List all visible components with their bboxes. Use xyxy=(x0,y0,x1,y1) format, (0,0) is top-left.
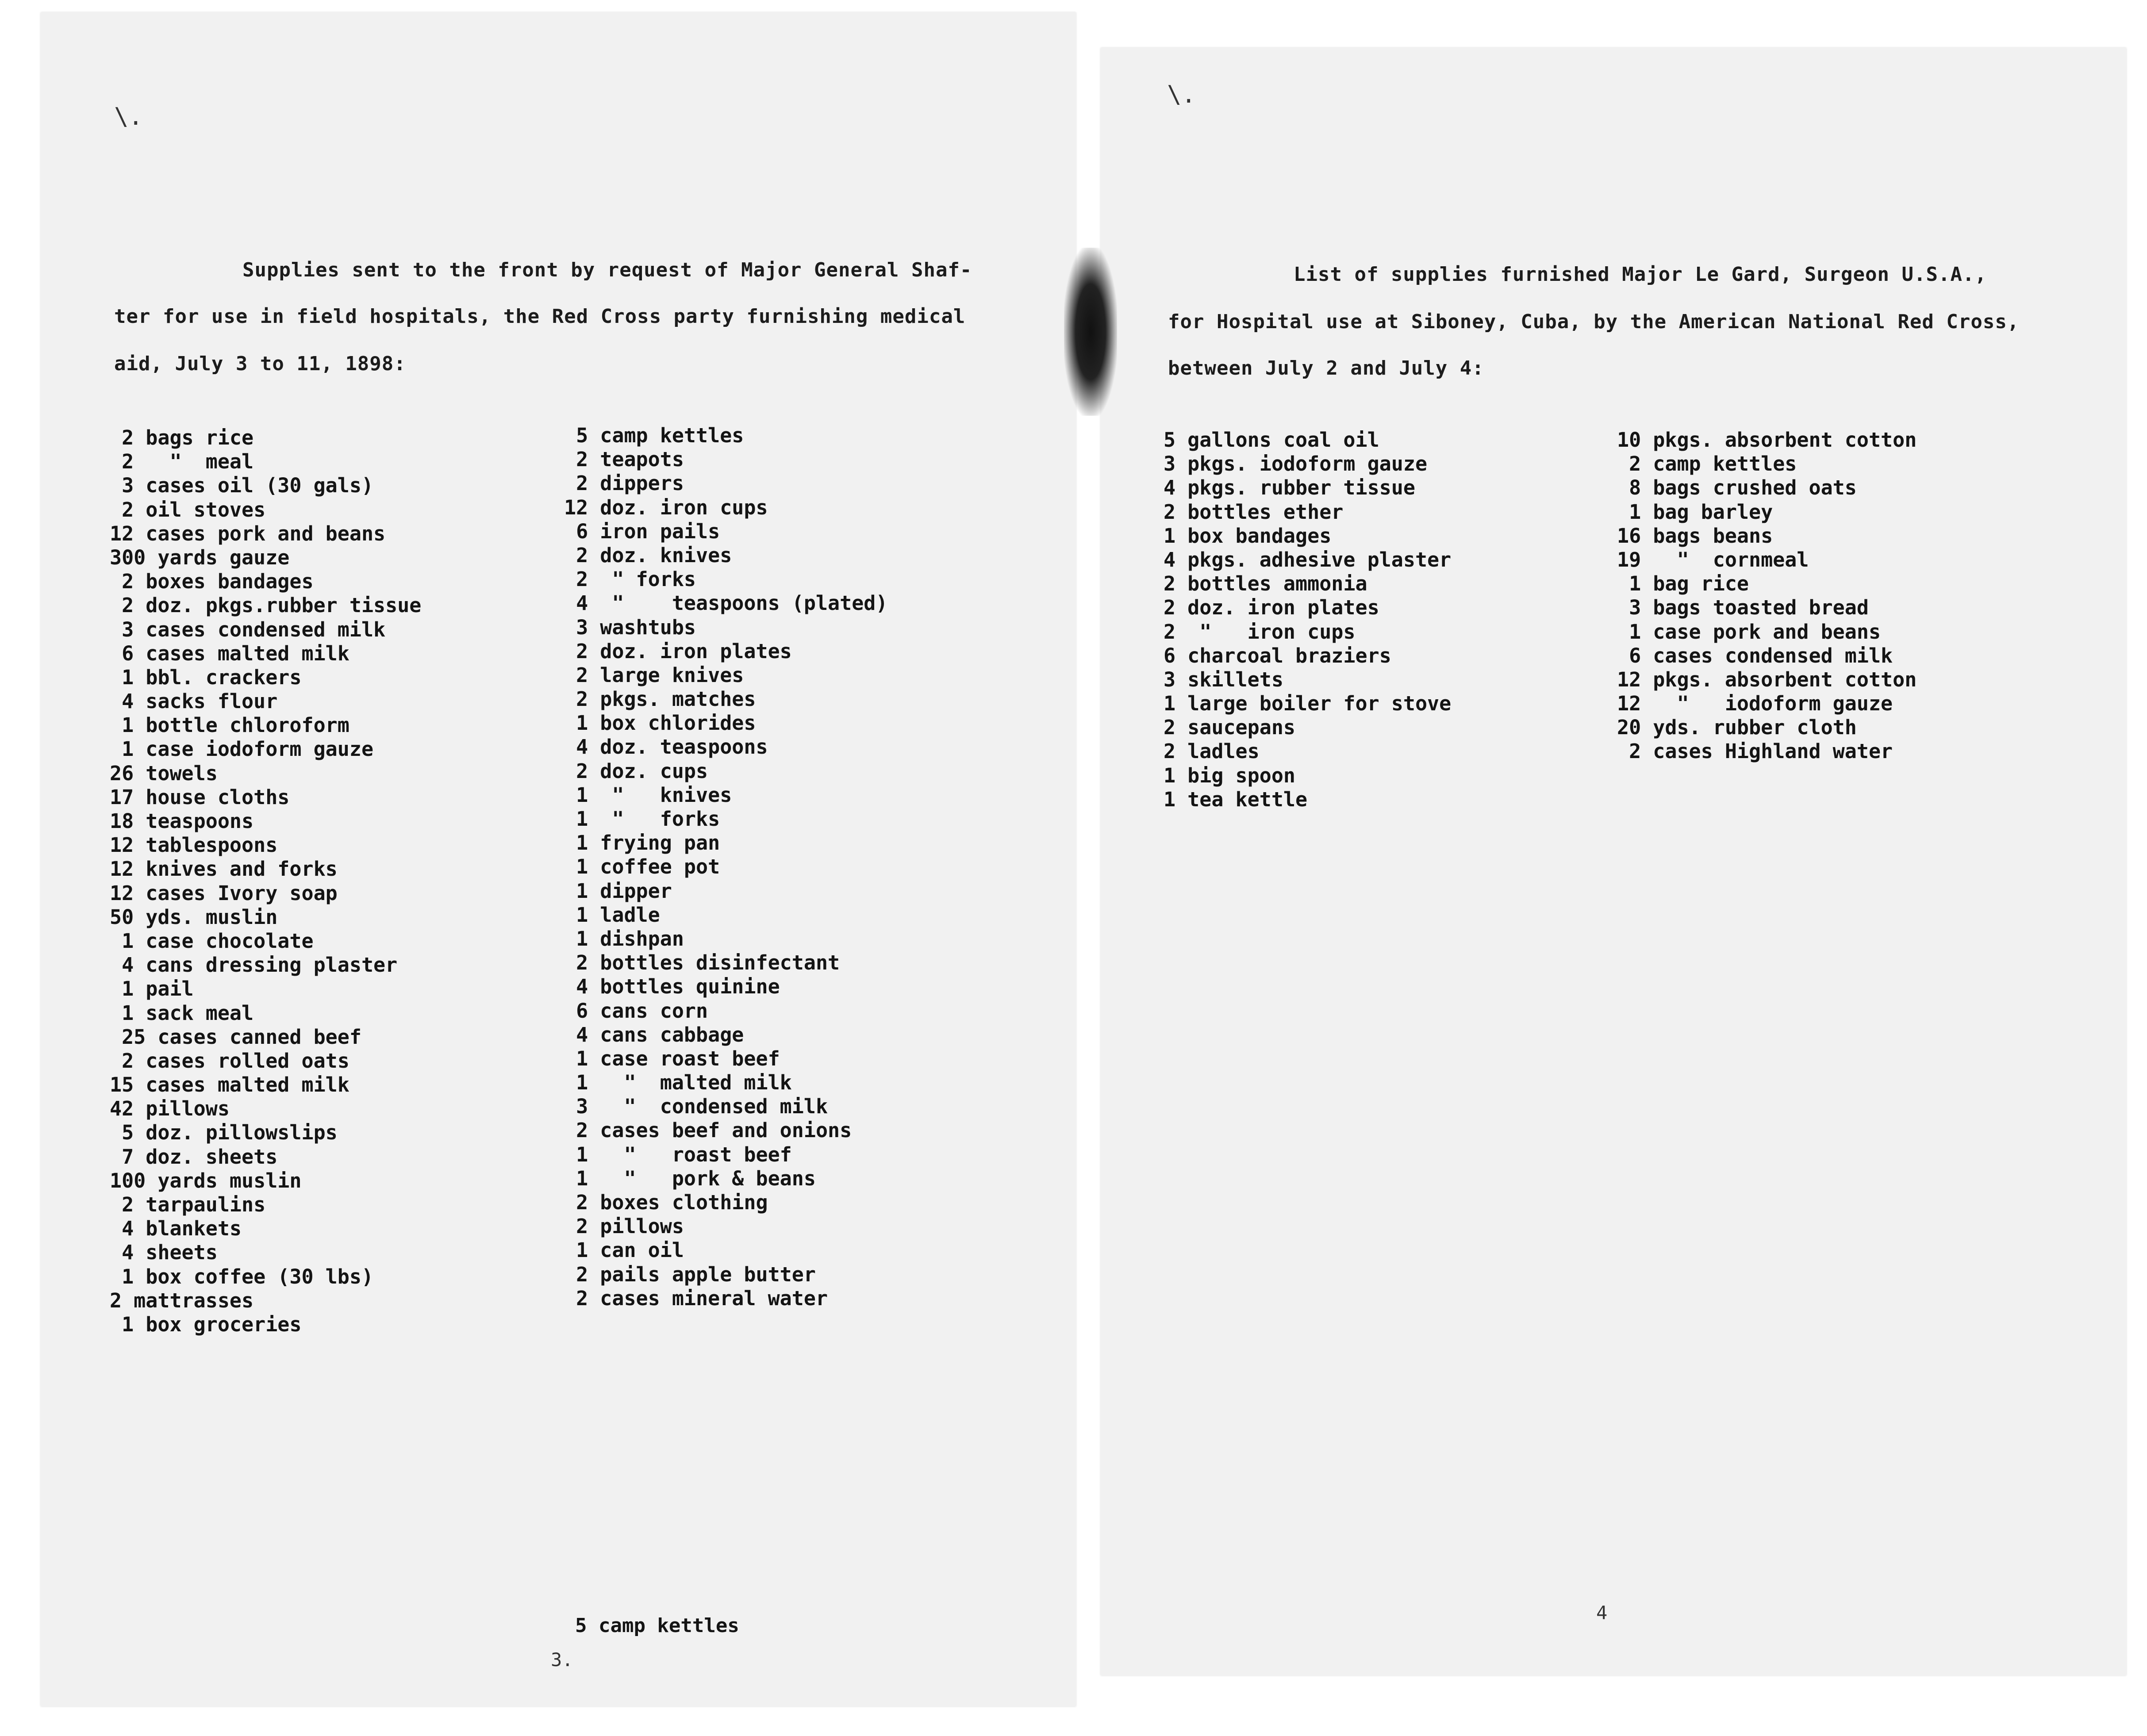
supply-list-item: 4 " teaspoons (plated) xyxy=(564,591,888,615)
supply-list-item: 3 cases oil (30 gals) xyxy=(110,474,374,498)
supply-list-item: 3 skillets xyxy=(1164,667,1283,691)
supply-list-item: 12 knives and forks xyxy=(110,857,338,881)
supply-list-item: 18 teaspoons xyxy=(110,809,254,833)
supply-list-item: 3 cases condensed milk xyxy=(110,617,386,641)
supply-list-item: 7 doz. sheets xyxy=(110,1145,278,1169)
supply-list-item: 1 " pork & beans xyxy=(564,1166,816,1190)
supply-list-item: 3 pkgs. iodoform gauze xyxy=(1164,452,1428,476)
supply-list-item: 1 " knives xyxy=(564,783,732,807)
supply-list-item: 1 box chlorides xyxy=(564,711,756,735)
supply-list-item: 1 bbl. crackers xyxy=(110,665,302,689)
supply-list-item: 4 pkgs. adhesive plaster xyxy=(1164,548,1452,571)
supply-list-item: 3 " condensed milk xyxy=(564,1095,828,1119)
left-page-number: 3. xyxy=(551,1649,573,1671)
supply-list-item: 17 house cloths xyxy=(110,785,290,809)
supply-list-item: 2 doz. cups xyxy=(564,759,708,783)
supply-list-item: 19 " cornmeal xyxy=(1617,548,1809,571)
supply-list-item: 2 large knives xyxy=(564,663,744,687)
supply-list-item: 1 " malted milk xyxy=(564,1071,792,1095)
left-supply-list-column-1 xyxy=(110,426,421,1337)
supply-list-item: 6 cases condensed milk xyxy=(1617,644,1893,667)
supply-list-item: 26 towels xyxy=(110,761,218,785)
supply-list-item: 2 tarpaulins xyxy=(110,1193,266,1216)
left-heading-line-2: ter for use in field hospitals, the Red Cross party furnishing medical xyxy=(114,305,966,328)
supply-list-item: 2 doz. iron plates xyxy=(564,639,792,663)
right-supply-list-column-1 xyxy=(1164,428,1451,812)
supply-list-item: 8 bags crushed oats xyxy=(1617,476,1857,500)
supply-list-item: 2 cases mineral water xyxy=(564,1286,828,1310)
supply-list-item: 6 iron pails xyxy=(564,519,720,543)
supply-list-item: 4 doz. teaspoons xyxy=(564,735,768,759)
supply-list-item: 5 camp kettles xyxy=(564,424,744,447)
supply-list-item: 4 sheets xyxy=(110,1241,218,1265)
supply-list-item: 2 saucepans xyxy=(1164,716,1296,740)
supply-list-item: 2 mattrasses xyxy=(110,1288,254,1312)
supply-list-item: 20 yds. rubber cloth xyxy=(1617,716,1857,740)
supply-list-item: 1 case iodoform gauze xyxy=(110,737,374,761)
supply-list-item: 2 pails apple butter xyxy=(564,1262,816,1286)
right-heading-line-2: for Hospital use at Siboney, Cuba, by the American National Red Cross, xyxy=(1168,310,2020,333)
page-fold-shadow xyxy=(1064,248,1117,416)
supply-list-item: 12 tablespoons xyxy=(110,833,278,857)
left-corner-mark: \. xyxy=(114,103,143,130)
supply-list-item: 1 box coffee (30 lbs) xyxy=(110,1265,374,1288)
supply-list-item: 12 " iodoform gauze xyxy=(1617,692,1893,716)
supply-list-item: 1 dipper xyxy=(564,879,672,903)
supply-list-item: 15 cases malted milk xyxy=(110,1073,350,1097)
supply-list-item: 4 bottles quinine xyxy=(564,975,780,999)
supply-list-item: 1 " roast beef xyxy=(564,1142,792,1166)
supply-list-item: 12 cases pork and beans xyxy=(110,521,386,545)
supply-list-item: 2 bottles ammonia xyxy=(1164,572,1367,596)
supply-list-item: 1 bag barley xyxy=(1617,500,1773,524)
supply-list-item: 2 " iron cups xyxy=(1164,620,1356,644)
supply-list-item: 1 tea kettle xyxy=(1164,787,1308,811)
supply-list-item: 1 box bandages xyxy=(1164,524,1332,548)
supply-list-item: 6 charcoal braziers xyxy=(1164,644,1391,667)
supply-list-item: 2 teapots xyxy=(564,448,684,471)
supply-list-item: 42 pillows xyxy=(110,1097,230,1121)
supply-list-item: 2 bottles ether xyxy=(1164,500,1344,524)
supply-list-item: 12 pkgs. absorbent cotton xyxy=(1617,667,1917,691)
supply-list-item: 1 large boiler for stove xyxy=(1164,692,1452,716)
right-corner-mark: \. xyxy=(1167,80,1196,108)
supply-list-item: 6 cases malted milk xyxy=(110,641,350,665)
supply-list-item: 2 boxes bandages xyxy=(110,570,314,594)
supply-list-item: 1 " forks xyxy=(564,807,720,831)
supply-list-item: 100 yards muslin xyxy=(110,1169,302,1192)
left-heading-line-1: Supplies sent to the front by request of Major General Shaf- xyxy=(242,259,972,281)
left-supply-list-column-2 xyxy=(564,424,888,1311)
supply-list-item: 1 sack meal xyxy=(110,1001,254,1025)
supply-list-item: 2 boxes clothing xyxy=(564,1191,768,1214)
supply-list-item: 4 sacks flour xyxy=(110,690,278,713)
supply-list-item: 12 doz. iron cups xyxy=(564,495,768,519)
supply-list-item: 4 blankets xyxy=(110,1217,242,1241)
supply-list-item: 3 washtubs xyxy=(564,615,696,639)
supply-list-item: 50 yds. muslin xyxy=(110,905,278,929)
supply-list-item: 1 box groceries xyxy=(110,1312,302,1336)
supply-list-item: 4 cans cabbage xyxy=(564,1023,744,1046)
supply-list-item: 1 pail xyxy=(110,977,194,1001)
supply-list-item: 1 coffee pot xyxy=(564,855,720,879)
supply-list-item: 2 oil stoves xyxy=(110,498,266,521)
supply-list-item: 6 cans corn xyxy=(564,999,708,1023)
supply-list-item: 10 pkgs. absorbent cotton xyxy=(1617,428,1917,452)
supply-list-item: 2 pillows xyxy=(564,1215,684,1238)
supply-list-item: 12 cases Ivory soap xyxy=(110,881,338,905)
left-footer-item: 5 camp kettles xyxy=(575,1614,739,1637)
supply-list-item: 2 camp kettles xyxy=(1617,452,1797,476)
supply-list-item: 2 ladles xyxy=(1164,740,1260,763)
supply-list-item: 1 dishpan xyxy=(564,927,684,950)
supply-list-item: 1 frying pan xyxy=(564,831,720,855)
supply-list-item: 1 bottle chloroform xyxy=(110,713,350,737)
supply-list-item: 1 can oil xyxy=(564,1238,684,1262)
right-supply-list-column-2 xyxy=(1617,428,1917,764)
supply-list-item: 2 " meal xyxy=(110,450,254,474)
supply-list-item: 4 cans dressing plaster xyxy=(110,953,398,977)
supply-list-item: 2 " forks xyxy=(564,567,696,591)
supply-list-item: 2 cases rolled oats xyxy=(110,1049,350,1073)
supply-list-item: 5 doz. pillowslips xyxy=(110,1121,338,1145)
supply-list-item: 2 dippers xyxy=(564,471,684,495)
right-heading-line-1: List of supplies furnished Major Le Gard, Surgeon U.S.A., xyxy=(1294,263,1987,286)
supply-list-item: 2 bags rice xyxy=(110,426,254,449)
right-heading-line-3: between July 2 and July 4: xyxy=(1168,357,1484,379)
supply-list-item: 3 bags toasted bread xyxy=(1617,596,1869,620)
supply-list-item: 1 case pork and beans xyxy=(1617,620,1881,644)
supply-list-item: 5 gallons coal oil xyxy=(1164,428,1379,452)
right-page xyxy=(1101,48,2126,1675)
supply-list-item: 2 cases Highland water xyxy=(1617,740,1893,763)
supply-list-item: 16 bags beans xyxy=(1617,524,1773,548)
right-page-number: 4 xyxy=(1596,1602,1608,1624)
supply-list-item: 2 cases beef and onions xyxy=(564,1119,852,1142)
supply-list-item: 1 bag rice xyxy=(1617,572,1749,596)
supply-list-item: 1 ladle xyxy=(564,903,660,927)
supply-list-item: 1 case chocolate xyxy=(110,929,314,953)
supply-list-item: 2 doz. knives xyxy=(564,543,732,567)
supply-list-item: 4 pkgs. rubber tissue xyxy=(1164,476,1415,500)
supply-list-item: 2 pkgs. matches xyxy=(564,687,756,711)
supply-list-item: 1 big spoon xyxy=(1164,763,1296,787)
supply-list-item: 2 bottles disinfectant xyxy=(564,951,840,975)
supply-list-item: 300 yards gauze xyxy=(110,545,290,569)
supply-list-item: 25 cases canned beef xyxy=(110,1025,361,1049)
supply-list-item: 1 case roast beef xyxy=(564,1046,780,1070)
supply-list-item: 2 doz. iron plates xyxy=(1164,596,1379,620)
left-heading-line-3: aid, July 3 to 11, 1898: xyxy=(114,353,406,375)
supply-list-item: 2 doz. pkgs.rubber tissue xyxy=(110,594,422,617)
